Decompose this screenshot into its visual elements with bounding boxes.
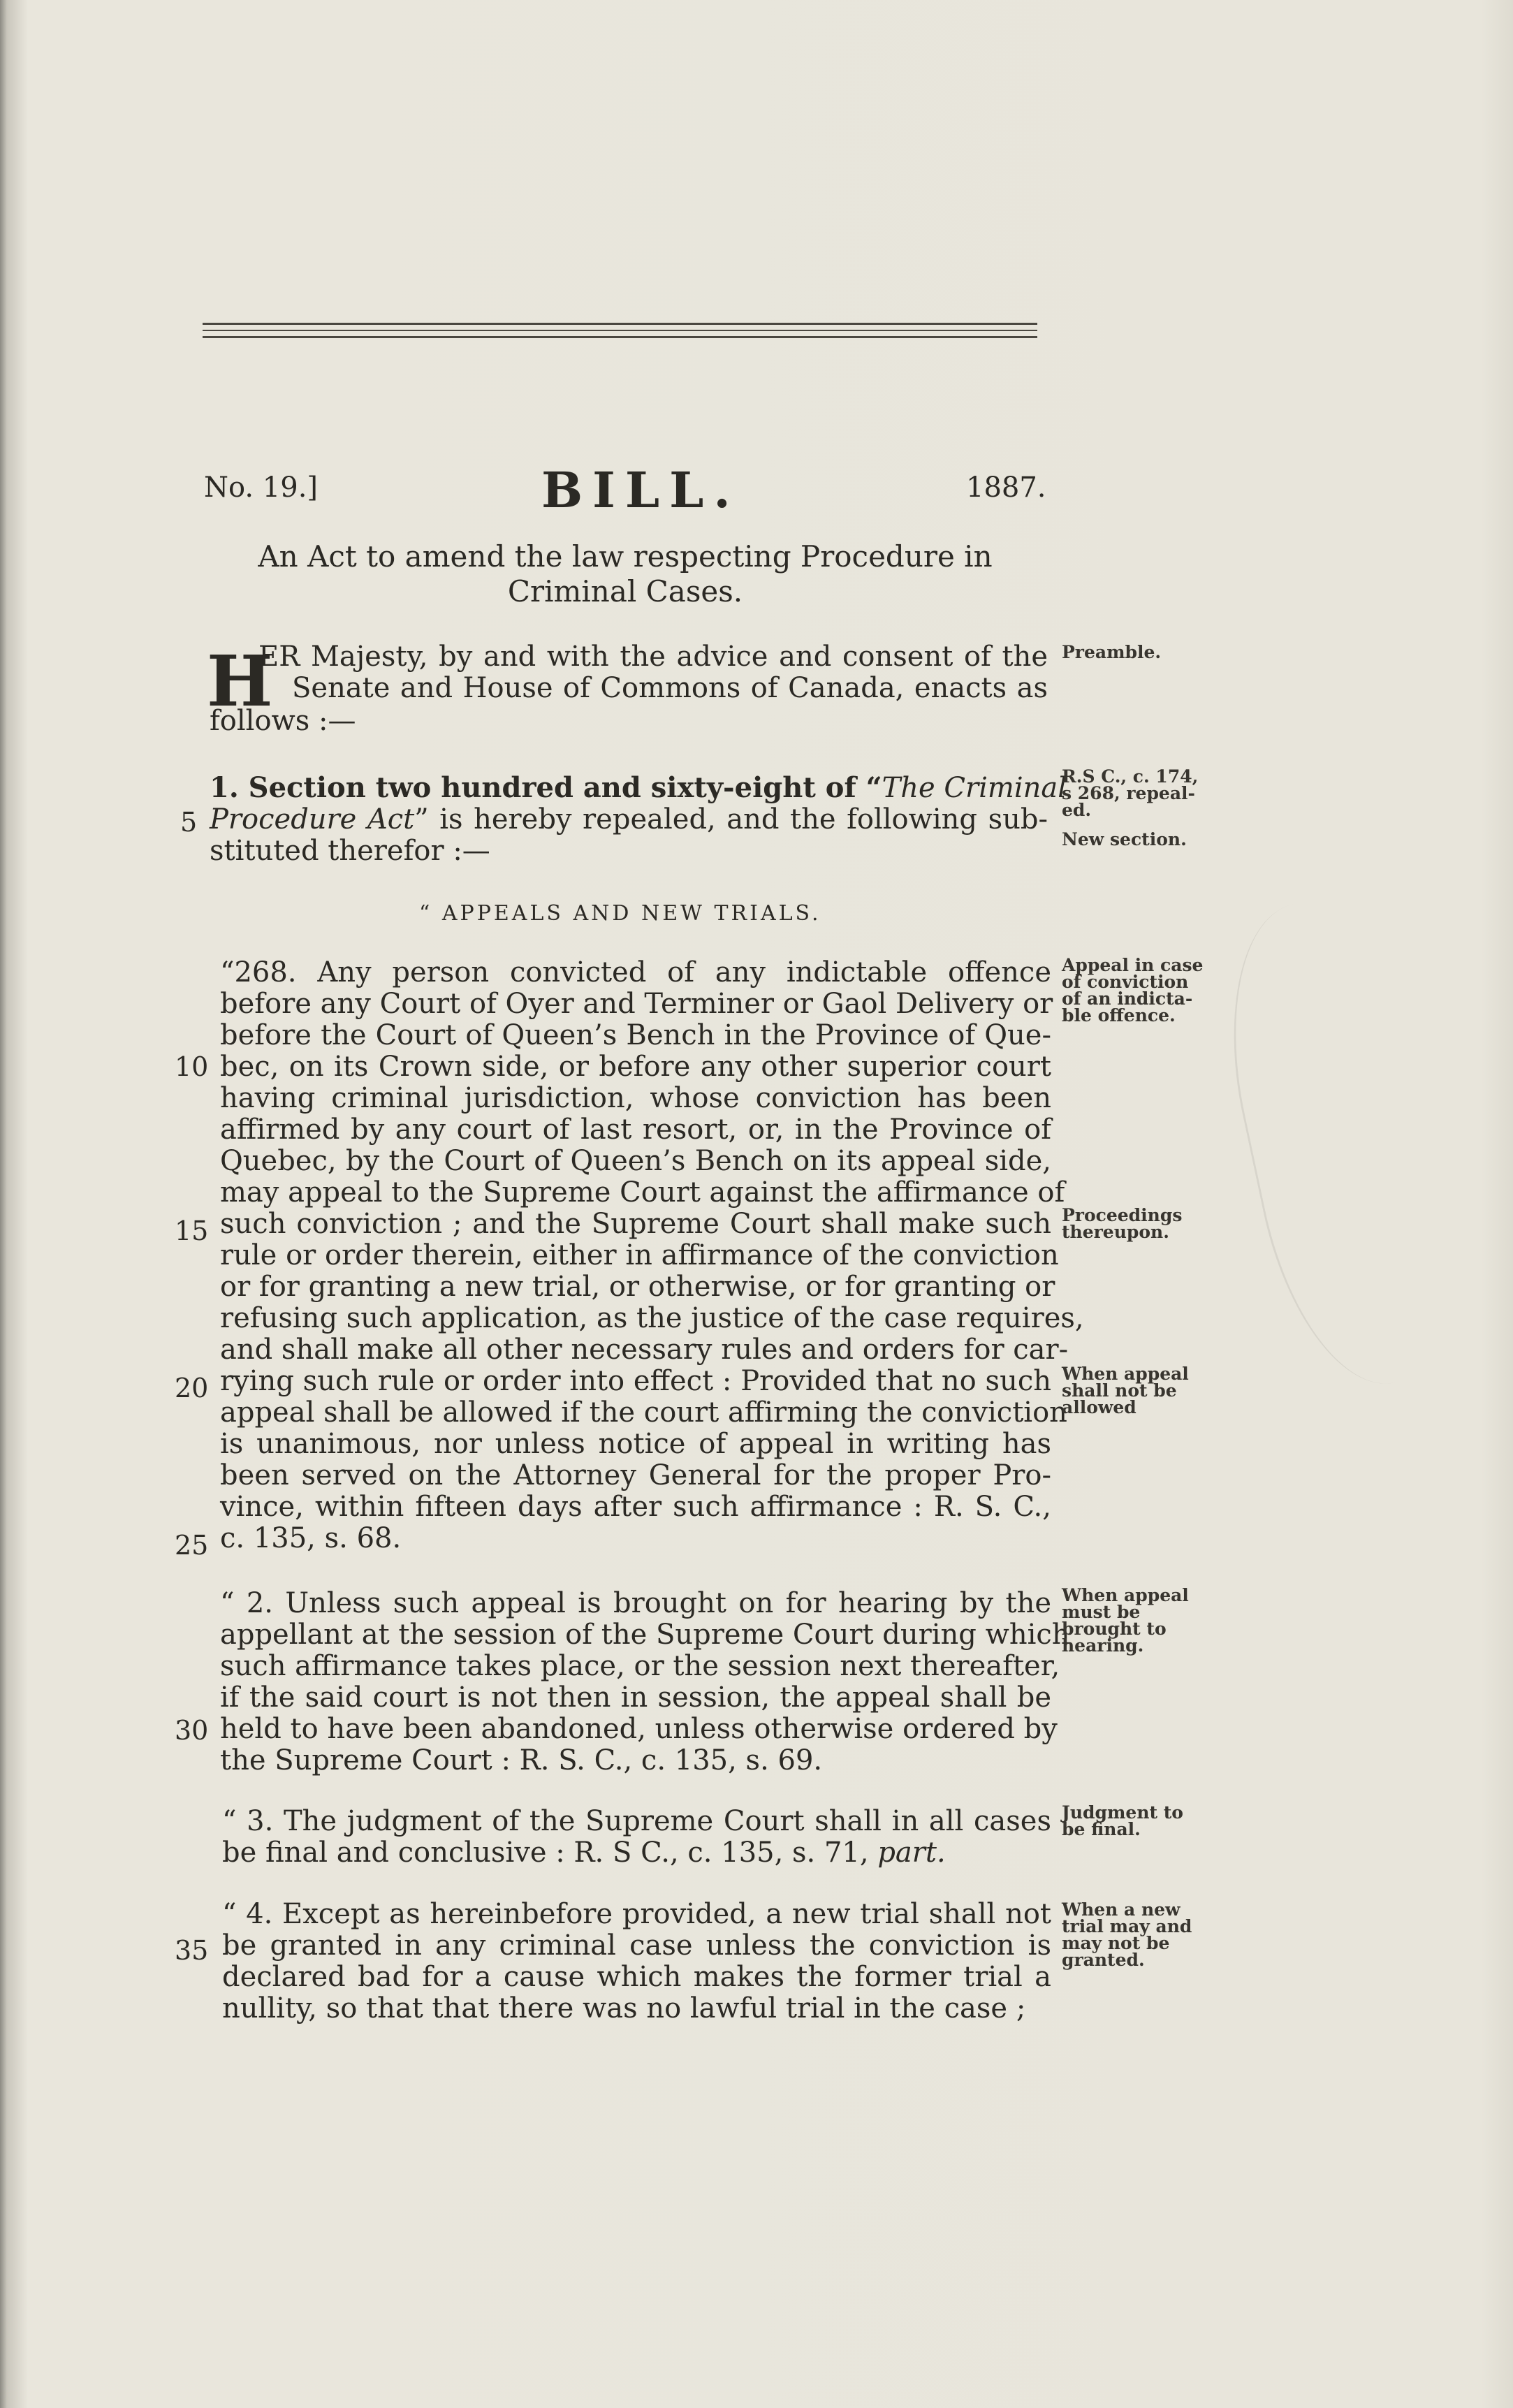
bill-heading: BILL. <box>541 461 740 519</box>
preamble-text: Senate and House of Commons of Canada, enacts as <box>292 672 1048 704</box>
line-number: 30 <box>175 1715 209 1746</box>
drop-cap: H <box>207 640 273 722</box>
margin-note-proceedings: Proceedings thereupon. <box>1062 1205 1183 1242</box>
section-1-text: 1. Section two hundred and sixty-eight of “The Criminal Procedure Act” is hereby repealed, and the following sub- stituted therefor :— <box>210 771 1067 867</box>
bill-year: 1887. <box>966 472 1046 504</box>
line-number: 15 <box>175 1216 209 1246</box>
margin-note-appeal: Appeal in case of conviction of an indicta- ble offence. <box>1062 955 1204 1026</box>
line-number: 10 <box>175 1051 209 1082</box>
section-heading: “ APPEALS AND NEW TRIALS. <box>419 901 821 926</box>
preamble-text: follows :— <box>210 705 356 737</box>
subsection-4-text: “ 4. Except as hereinbefore provided, a new trial shall not be granted in any criminal case unless the conviction is declared bad for a cause which makes the former trial a nullity, so that that there was no lawful trial in the case ; <box>222 1898 1051 2024</box>
margin-note-new-trial: When a new trial may and may not be granted. <box>1062 1899 1192 1970</box>
margin-note-new-section: New section. <box>1062 829 1187 849</box>
pencil-scrawl <box>1202 875 1513 1402</box>
line-number: 5 <box>180 807 198 838</box>
top-rule <box>203 323 1037 325</box>
line-number: 35 <box>175 1935 209 1966</box>
bill-number: No. 19.] <box>204 472 319 504</box>
top-rule <box>203 336 1037 338</box>
preamble-text: ER Majesty, by and with the advice and consent of the <box>258 641 1048 673</box>
margin-note-preamble: Preamble. <box>1062 642 1162 662</box>
margin-note-rsc: R.S C., c. 174, s 268, repeal- ed. <box>1062 766 1199 820</box>
top-rule <box>203 330 1037 331</box>
line-number: 25 <box>175 1530 209 1561</box>
margin-note-judgment: Judgment to be final. <box>1062 1802 1183 1839</box>
margin-note-not-allowed: When appeal shall not be allowed <box>1062 1364 1189 1417</box>
line-number: 20 <box>175 1373 209 1403</box>
act-title: An Act to amend the law respecting Procedure in Criminal Cases. <box>258 539 993 608</box>
margin-note-hearing: When appeal must be brought to hearing. <box>1062 1585 1189 1656</box>
section-268-text: “268. Any person convicted of any indictable offence before any Court of Oyer and Terminer or Gaol Delivery or before the Court of Queen’s Bench in the Province of Que- bec, on its Crown side, or before any other superior court having criminal jurisdiction, whose conviction has been affirmed by any court of last resort, or, in the Province of Quebec, by the Court of Queen’s Bench on its appeal side, may appeal to the Supreme Court against the affirmance of such conviction ; and the Supreme Court shall make such rule or order therein, either in affirmance of the conviction or for granting a new trial, or otherwise, or for granting or refusing such application, as the justice of the case requires, and shall make all other necessary rules and orders for car- rying such rule or order into effect : Provided that no such appeal shall be allowed if the court affirming the conviction is unanimous, nor unless notice of appeal in writing has been served on the Attorney General for the proper Pro- vince, within fifteen days after such affirmance : R. S. C., c. 135, s. 68. <box>220 956 1084 1554</box>
subsection-2-text: “ 2. Unless such appeal is brought on for hearing by the appellant at the session of the Supreme Court during which such affirmance takes place, or the session next thereafter, if the said court is not then in session, the appeal shall be held to have been abandoned, unless otherwise ordered by the Supreme Court : R. S. C., c. 135, s. 69. <box>220 1587 1070 1776</box>
subsection-3-text: “ 3. The judgment of the Supreme Court shall in all cases be final and conclusive : R. S C., c. 135, s. 71, part. <box>222 1805 1051 1869</box>
